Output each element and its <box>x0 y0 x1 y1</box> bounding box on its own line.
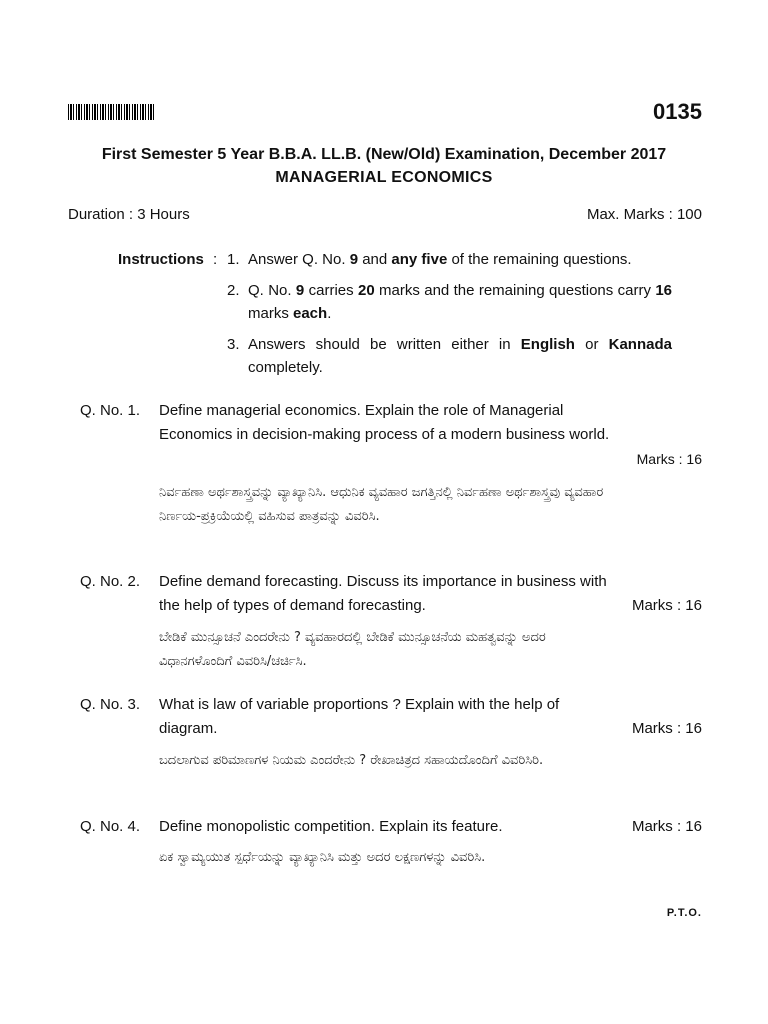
instruction-number: 1. <box>227 251 240 268</box>
pto-label: P.T.O. <box>666 907 702 919</box>
instructions-colon: : <box>213 251 218 268</box>
duration: Duration : 3 Hours <box>68 206 190 223</box>
instruction-2: Q. No. 9 carries 20 marks and the remaining questions carry 16 marks each. <box>248 282 673 322</box>
instructions-label: Instructions <box>118 251 204 268</box>
question-text: Define managerial economics. Explain the role of Managerial Economics in decision-making process of a modern business world. <box>159 402 610 443</box>
instruction-1: Answer Q. No. 9 and any five of the remaining questions. <box>248 251 632 268</box>
subject-title: MANAGERIAL ECONOMICS <box>275 169 493 186</box>
question-number: Q. No. 3. <box>80 696 141 713</box>
instruction-number: 3. <box>227 336 240 353</box>
question-text: What is law of variable proportions ? Explain with the help of diagram. <box>159 696 560 737</box>
question-kannada-text: ಏಕ ಸ್ವಾಮ್ಯಯುತ ಸ್ಪರ್ಧೆಯನ್ನು ವ್ಯಾಖ್ಯಾನಿಸಿ ಮತ್ತು ಅದರ ಲಕ್ಷಣಗಳನ್ನು ವಿವರಿಸಿ. <box>159 850 486 865</box>
question-number: Q. No. 4. <box>80 818 141 835</box>
question-number: Q. No. 2. <box>80 573 141 590</box>
barcode-image <box>68 104 156 120</box>
question-kannada-text: ನಿರ್ವಹಣಾ ಅರ್ಥಶಾಸ್ತ್ರವನ್ನು ವ್ಯಾಖ್ಯಾನಿಸಿ. ಆಧುನಿಕ ವ್ಯವಹಾರ ಜಗತ್ತಿನಲ್ಲಿ ನಿರ್ವಹಣಾ ಅರ್ಥಶಾಸ್ತ್ರವು ವ್ಯವಹಾರ ನಿರ್ಣಯ-ಪ್ರಕ್ರಿಯೆಯಲ್ಲಿ ವಹಿಸುವ ಪಾತ್ರವನ್ನು ವಿವರಿಸಿ. <box>159 485 604 524</box>
question-kannada-text: ಬೇಡಿಕೆ ಮುನ್ಸೂಚನೆ ಎಂದರೇನು ? ವ್ಯವಹಾರದಲ್ಲಿ ಬೇಡಿಕೆ ಮುನ್ಸೂಚನೆಯ ಮಹತ್ವವನ್ನು ಅದರ ವಿಧಾನಗಳೊಂದಿಗೆ ವಿವರಿಸಿ/ಚರ್ಚಿಸಿ. <box>159 630 546 669</box>
paper-code: 0135 <box>653 99 702 124</box>
instruction-3: Answers should be written either in English or Kannada completely. <box>248 336 672 376</box>
question-marks: Marks : 16 <box>636 451 702 467</box>
question-text: Define monopolistic competition. Explain its feature. <box>159 818 503 835</box>
question-marks: Marks : 16 <box>631 597 702 614</box>
question-number: Q. No. 1. <box>80 402 141 419</box>
question-kannada-text: ಬದಲಾಗುವ ಪರಿಮಾಣಗಳ ನಿಯಮ ಎಂದರೇನು ? ರೇಖಾಚಿತ್ರದ ಸಹಾಯದೊಂದಿಗೆ ವಿವರಿಸಿರಿ. <box>159 753 544 768</box>
question-marks: Marks : 16 <box>631 720 702 737</box>
max-marks: Max. Marks : 100 <box>586 206 702 223</box>
exam-title: First Semester 5 Year B.B.A. LL.B. (New/Old) Examination, December 2017 <box>101 146 667 163</box>
instruction-number: 2. <box>227 282 240 299</box>
question-text: Define demand forecasting. Discuss its importance in business with the help of types of demand forecasting. <box>159 573 607 614</box>
question-marks: Marks : 16 <box>631 818 702 835</box>
